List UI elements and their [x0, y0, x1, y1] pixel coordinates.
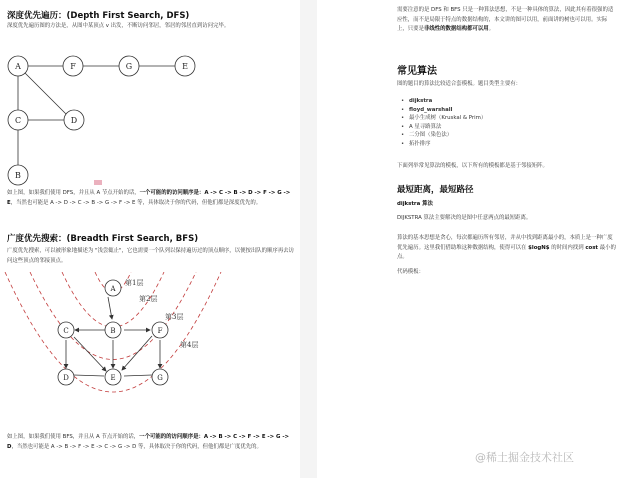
dfs-node-label: E: [182, 62, 188, 71]
dijkstra-intro: DIJKSTRA 算法主要解决的是图中任意两点的最短距离。: [397, 215, 532, 221]
algorithm-list: [401, 97, 486, 149]
shortest-path-title: 最短距离，最短路径: [397, 185, 474, 195]
bfs-result: [7, 433, 295, 452]
bfs-result-bold: 一个可能的的访问顺序是：: [139, 434, 204, 440]
bfs-layer-label: 第4层: [180, 341, 199, 349]
bfs-result-pre: 如上图，如果我们使用 BFS，并且从 A 节点开始的话，: [7, 434, 140, 440]
dfs-node-label: F: [70, 62, 76, 71]
dfs-node-label: D: [70, 116, 78, 125]
page-gutter: [300, 0, 317, 478]
dfs-intro: 深度优先遍历图的方法是，从图中某顶点 v 出发，不断访问邻居，邻居的邻居直到访问完毕。: [7, 23, 230, 29]
code-template-label: 代码模板：: [397, 269, 424, 275]
left-page: [0, 0, 300, 478]
dijkstra-body-pre: 算法的基本思想是贪心，每次都遍历所有邻居，并从中找到距离最小的，本质上是一种广度优先遍历。这里我们借助堆这种数据结构，使得可以在: [397, 235, 613, 251]
top-para-pre: 需要注意的是 DFS 和 BFS 只是一种算法思想，不是一种具体的算法，因此其有着很强的适应性，而不是局限于特点的数据结构的，本文讲的图可以用，前面讲的树也可以用。实际上，只要是: [397, 7, 614, 33]
common-outro: 下面列举常见算法的模板，以下所有的模板都是基于邻接矩阵。: [397, 163, 548, 169]
bfs-layer-label: 第2层: [139, 295, 158, 303]
dfs-node-label: A: [15, 62, 21, 71]
list-item: • 二分图（染色法）: [401, 131, 486, 140]
dijkstra-body: [397, 234, 617, 263]
bfs-node-label: F: [157, 327, 163, 335]
list-item: • floyd_warshall: [401, 106, 486, 115]
watermark: @稀土掘金技术社区: [475, 451, 574, 464]
bfs-layer-label: 第3层: [165, 313, 184, 321]
dfs-result-post: ，当然也可能是 A -> D -> C -> B -> G -> F -> E 等，具体取决于你的代码，但他们都是深度优先的。: [10, 199, 262, 206]
dijkstra-body-cost: cost: [585, 244, 598, 251]
right-page: [317, 0, 617, 478]
dfs-title: 深度优先遍历：(Depth First Search, DFS): [7, 11, 190, 21]
dfs-node-label: C: [14, 116, 22, 125]
top-paragraph: [397, 6, 617, 35]
bfs-title: 广度优先搜索：(Breadth First Search, BFS): [7, 234, 199, 244]
bfs-result-seq: A -> B -> C -> F -> E -> G -> D: [7, 434, 290, 450]
list-item: • 拓扑排序: [401, 140, 486, 149]
bfs-node-label: B: [110, 327, 116, 335]
dijkstra-subtitle: dijkstra 算法: [397, 201, 433, 207]
bfs-graph: [0, 272, 300, 432]
common-algorithms-title: 常见算法: [397, 66, 437, 77]
dijkstra-body-logn: $logN$: [528, 244, 550, 251]
list-item: • A 星寻路算法: [401, 123, 486, 132]
bfs-result-post: ，当然也可能是 A -> B -> F -> E -> C -> G -> D 等，具体取决于你的代码，但他们都是广度优先的。: [11, 443, 262, 450]
dfs-result-seq: A -> C -> B -> D -> F -> G -> E: [7, 190, 291, 206]
bfs-node-label: A: [110, 285, 116, 293]
list-item: • 最小生成树（Kruskal & Prim）: [401, 114, 486, 123]
dfs-graph: [0, 50, 300, 188]
top-para-bold: 非线性的数据结构都可以用: [423, 26, 489, 33]
common-intro: 图的题目的算法比较适合套模板。题目类型主要有：: [397, 81, 521, 87]
bfs-node-label: C: [63, 327, 69, 335]
list-item: • dijkstra: [401, 97, 486, 106]
highlight-mark: [94, 180, 102, 185]
bfs-node-label: E: [110, 374, 116, 382]
dfs-node-label: B: [15, 171, 21, 180]
dfs-result: [7, 189, 295, 208]
dijkstra-body-mid: 的时间内找到: [549, 244, 586, 251]
bfs-node-label: D: [63, 374, 69, 382]
bfs-node-label: G: [157, 374, 163, 382]
bfs-intro: 广度优先搜索，可以被形象地描述为 "浅尝辄止"，它也需要一个队列以保持遍历过的顶点顺序，以便按出队的顺序再去访问这些顶点的邻接顶点。: [7, 248, 294, 264]
dijkstra-body-post: 最小的点。: [397, 244, 616, 261]
dfs-result-pre: 如上图，如果我们使用 DFS，并且从 A 节点开始的话，: [7, 190, 140, 196]
dfs-node-label: G: [125, 62, 133, 71]
dfs-result-bold: 一个可能的的访问顺序是：: [139, 190, 205, 196]
bfs-layer-label: 第1层: [125, 279, 144, 287]
top-para-post: 。: [488, 26, 495, 33]
